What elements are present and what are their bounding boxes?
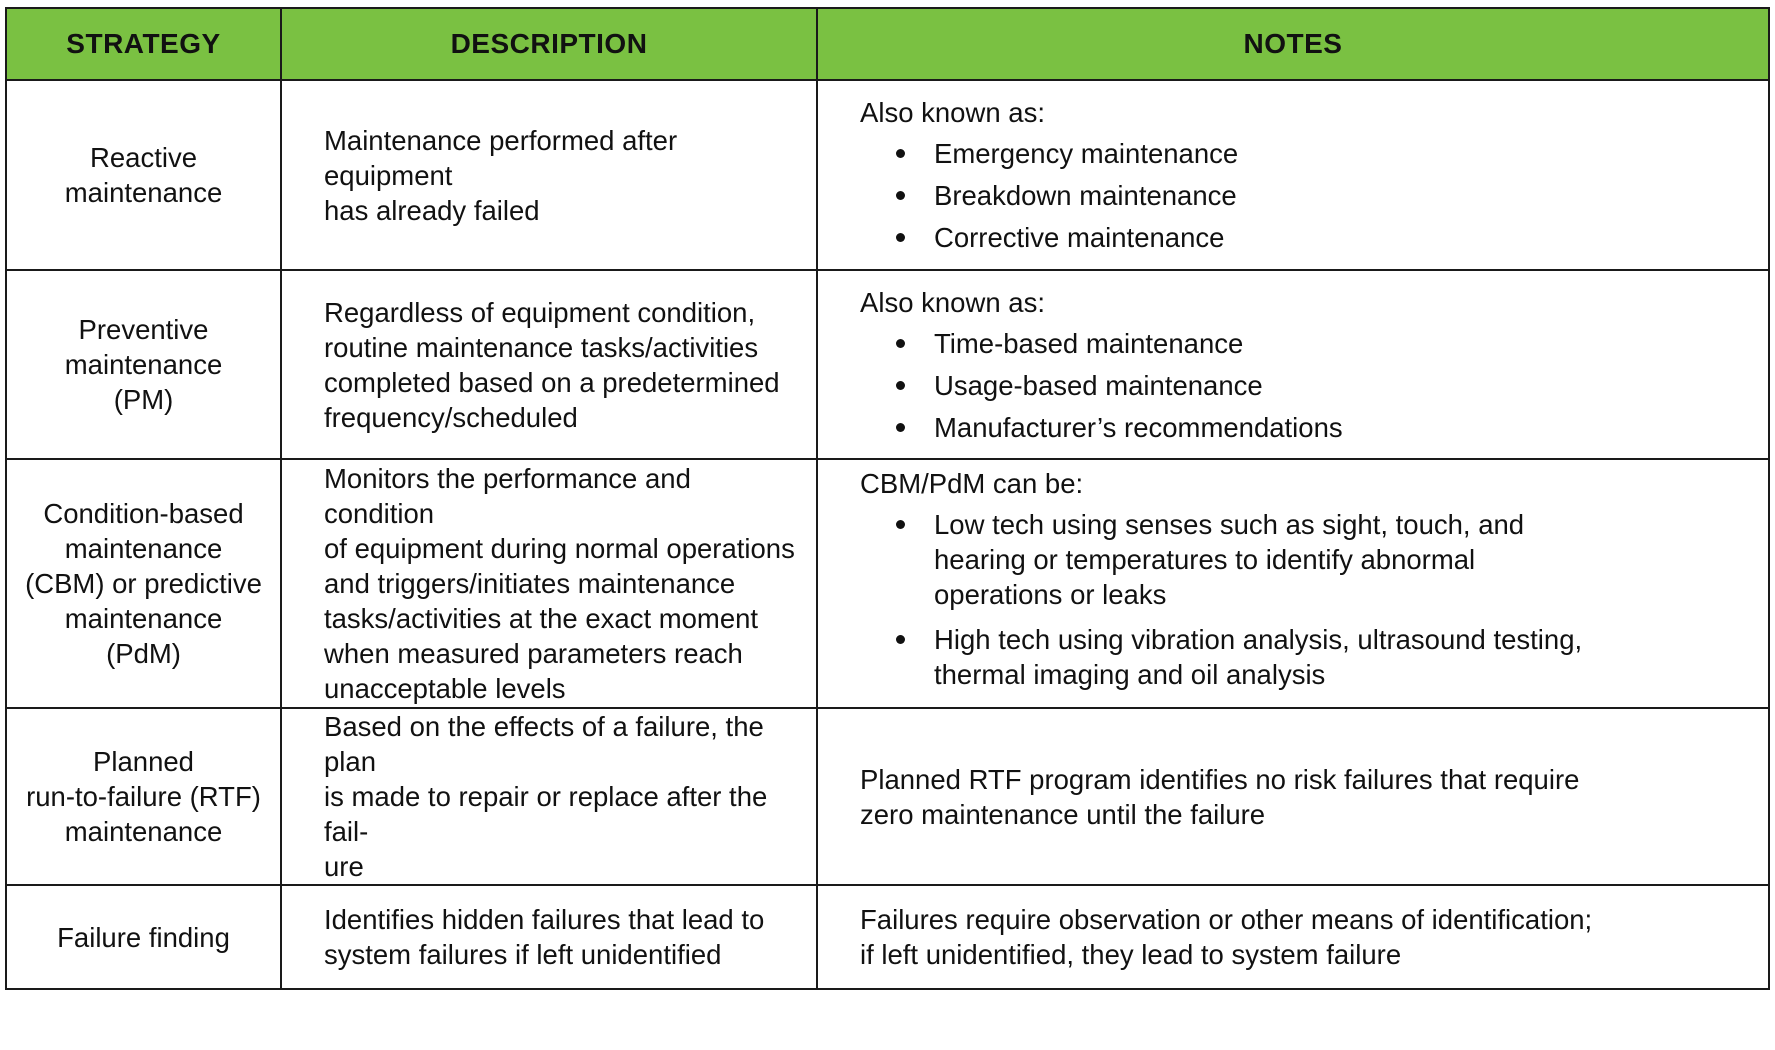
notes-intro: CBM/PdM can be: <box>860 467 1084 499</box>
notes-list <box>860 136 1748 255</box>
bullet-icon <box>896 191 905 200</box>
bullet-icon <box>896 233 905 242</box>
table-row <box>6 708 1769 885</box>
description-cell: Regardless of equipment condition, routine maintenance tasks/activities completed based on a predetermined frequency/scheduled <box>281 270 817 459</box>
bullet-icon <box>896 423 905 432</box>
header-description: DESCRIPTION <box>281 8 817 80</box>
list-item-text: Low tech using senses such as sight, touch, and hearing or temperatures to identify abnormal operations or leaks <box>934 508 1525 610</box>
notes-cell: Failures require observation or other means of identification; if left unidentified, they lead to system failure <box>817 885 1769 989</box>
bullet-icon <box>896 339 905 348</box>
strategy-cell: Planned run-to-failure (RTF) maintenance <box>6 708 281 885</box>
notes-cell <box>817 80 1769 270</box>
notes-list <box>860 326 1748 445</box>
list-item <box>860 178 1748 213</box>
strategy-cell: Failure finding <box>6 885 281 989</box>
notes-intro: Also known as: <box>860 97 1045 128</box>
strategy-cell: Condition-based maintenance (CBM) or predictive maintenance (PdM) <box>6 459 281 708</box>
maintenance-strategy-table-wrapper <box>5 7 1768 990</box>
header-strategy: STRATEGY <box>6 8 281 80</box>
bullet-icon <box>896 381 905 390</box>
list-item <box>860 507 1748 612</box>
bullet-icon <box>896 149 905 158</box>
description-cell: Identifies hidden failures that lead to system failures if left unidentified <box>281 885 817 989</box>
table-row <box>6 80 1769 270</box>
list-item <box>860 326 1748 361</box>
notes-cell <box>817 270 1769 459</box>
list-item <box>860 368 1748 403</box>
list-item <box>860 410 1748 445</box>
header-row <box>6 8 1769 80</box>
list-item-text: Manufacturer’s recommendations <box>934 411 1343 443</box>
bullet-icon <box>896 520 905 529</box>
header-notes: NOTES <box>817 8 1769 80</box>
table-row <box>6 885 1769 989</box>
strategy-cell: Preventive maintenance (PM) <box>6 270 281 459</box>
description-cell: Maintenance performed after equipment has already failed <box>281 80 817 270</box>
list-item-text: Emergency maintenance <box>934 138 1239 169</box>
list-item <box>860 136 1748 171</box>
notes-intro: Also known as: <box>860 286 1045 318</box>
notes-cell: Planned RTF program identifies no risk failures that require zero maintenance until the failure <box>817 708 1769 885</box>
list-item-text: Breakdown maintenance <box>934 180 1237 211</box>
table-row <box>6 459 1769 708</box>
list-item-text: Corrective maintenance <box>934 222 1225 253</box>
bullet-icon <box>896 635 905 644</box>
notes-list <box>860 507 1748 692</box>
list-item-text: High tech using vibration analysis, ultrasound testing, thermal imaging and oil analysis <box>934 623 1583 690</box>
description-cell: Monitors the performance and condition of equipment during normal operations and triggers/initiates maintenance tasks/activities at the exact moment when measured parameters reach unacceptable levels <box>281 459 817 708</box>
list-item <box>860 220 1748 255</box>
list-item-text: Usage-based maintenance <box>934 369 1263 401</box>
description-cell: Based on the effects of a failure, the plan is made to repair or replace after the fail- ure <box>281 708 817 885</box>
list-item-text: Time-based maintenance <box>934 327 1244 359</box>
maintenance-strategy-table <box>5 7 1770 990</box>
strategy-cell: Reactive maintenance <box>6 80 281 270</box>
notes-cell <box>817 459 1769 708</box>
list-item <box>860 622 1748 692</box>
table-row <box>6 270 1769 459</box>
